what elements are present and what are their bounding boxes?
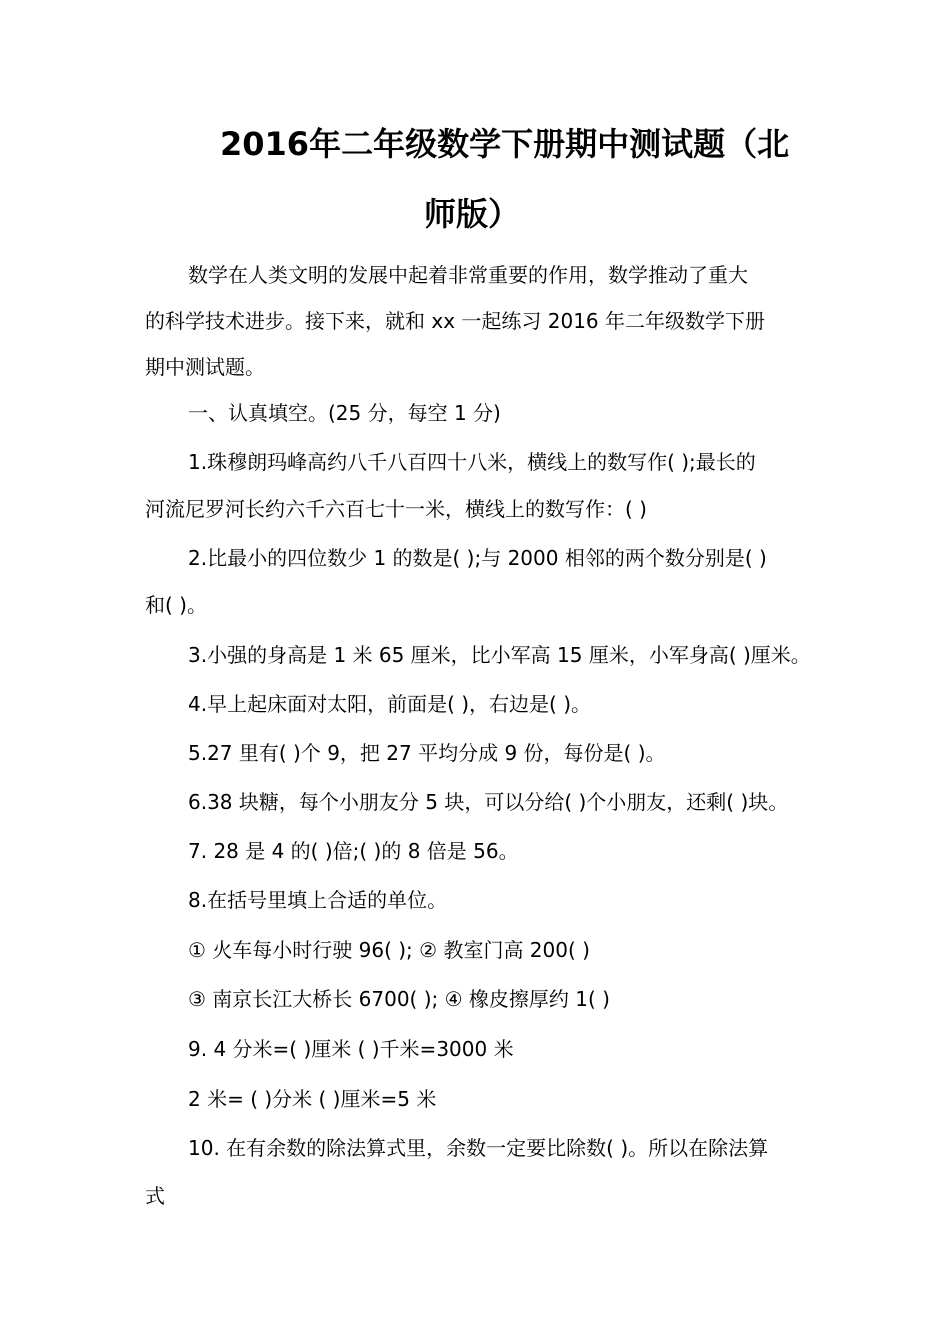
paragraph-line: 期中测试题。 [145, 355, 265, 379]
paragraph-line: 数学在人类文明的发展中起着非常重要的作用，数学推动了重大 [188, 263, 748, 287]
question-line: 式 [145, 1184, 165, 1208]
document-title-line-2: 师版） [424, 195, 521, 233]
question-line: 10. 在有余数的除法算式里，余数一定要比除数( )。所以在除法算 [188, 1136, 769, 1160]
section-heading: 一、认真填空。(25 分，每空 1 分) [188, 401, 501, 425]
paragraph-line: 的科学技术进步。接下来，就和 xx 一起练习 2016 年二年级数学下册 [145, 309, 765, 333]
question-line: 7. 28 是 4 的( )倍;( )的 8 倍是 56。 [188, 839, 519, 863]
question-line: 9. 4 分米=( )厘米 ( )千米=3000 米 [188, 1037, 514, 1061]
document-title-line-1: 2016年二年级数学下册期中测试题（北 [220, 125, 790, 163]
question-line: 河流尼罗河长约六千六百七十一米，横线上的数写作：( ) [145, 497, 647, 521]
question-line: 3.小强的身高是 1 米 65 厘米，比小军高 15 厘米，小军身高( )厘米。 [188, 643, 811, 667]
question-line: 5.27 里有( )个 9，把 27 平均分成 9 份，每份是( )。 [188, 741, 666, 765]
question-line: ③ 南京长江大桥长 6700( ); ④ 橡皮擦厚约 1( ) [188, 987, 610, 1011]
question-line: ① 火车每小时行驶 96( ); ② 教室门高 200( ) [188, 938, 590, 962]
question-line: 6.38 块糖，每个小朋友分 5 块，可以分给( )个小朋友，还剩( )块。 [188, 790, 789, 814]
question-line: 和( )。 [145, 593, 207, 617]
question-line: 2.比最小的四位数少 1 的数是( );与 2000 相邻的两个数分别是( ) [188, 546, 767, 570]
question-line: 4.早上起床面对太阳，前面是( )，右边是( )。 [188, 692, 592, 716]
question-line: 1.珠穆朗玛峰高约八千八百四十八米，横线上的数写作( );最长的 [188, 450, 756, 474]
question-line: 8.在括号里填上合适的单位。 [188, 888, 448, 912]
question-line: 2 米= ( )分米 ( )厘米=5 米 [188, 1087, 437, 1111]
